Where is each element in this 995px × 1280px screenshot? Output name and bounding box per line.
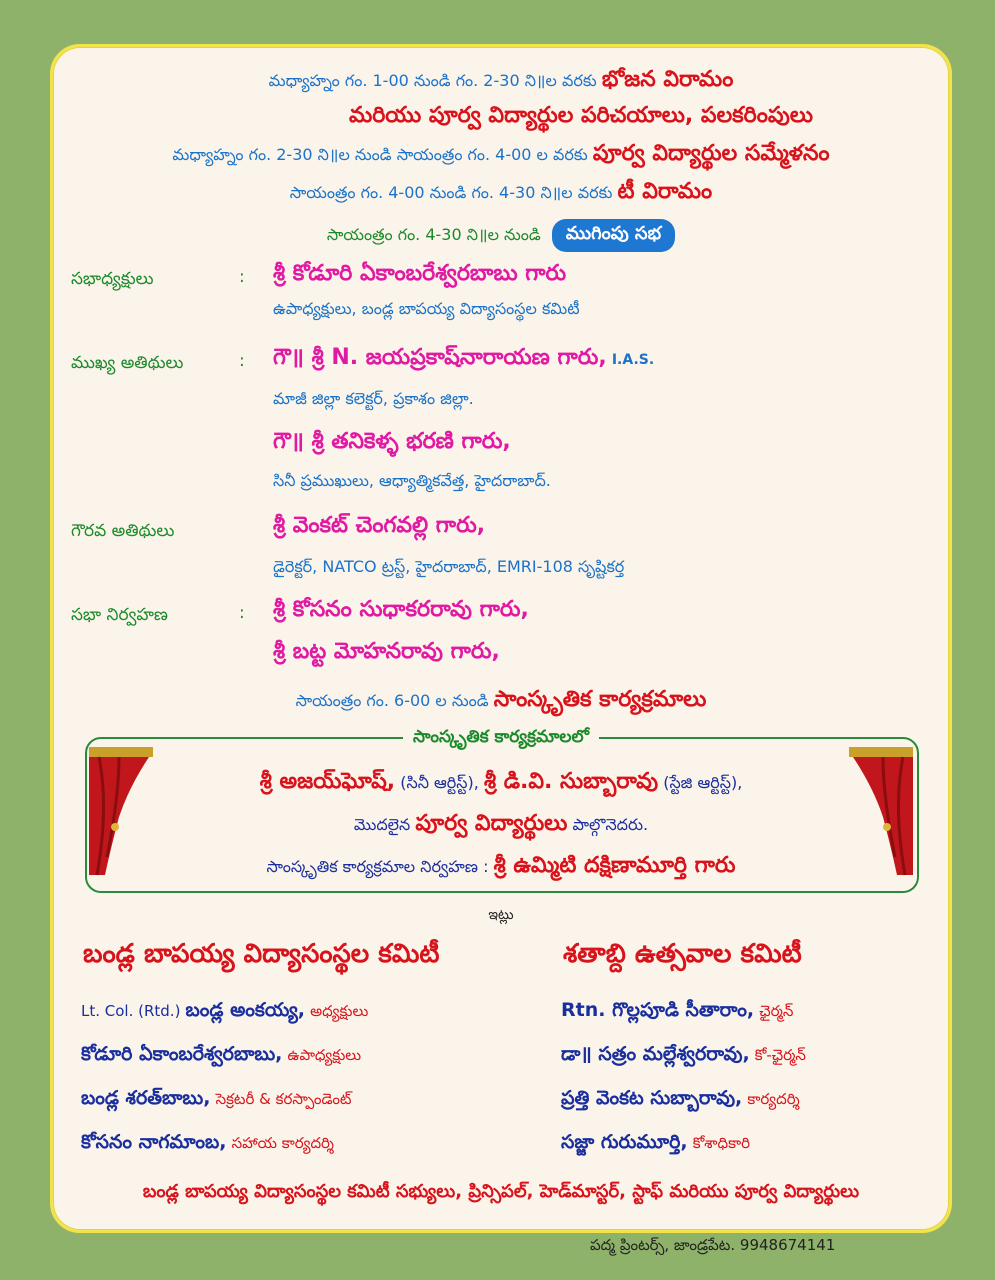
schedule-row-meet: మధ్యాహ్నం గం. 2-30 ని॥ల నుండి సాయంత్రం గం. 4-00 ల వరకు పూర్వ విద్యార్థుల సమ్మేళనం [172,141,830,166]
right-member: ప్రత్తి వెంకట సుబ్బారావు, కార్యదర్శి [561,1087,800,1109]
right-member: డా॥ సత్రం మల్లేశ్వరరావు, కో-ఛైర్మన్ [561,1043,806,1065]
honor-guests-label: గౌరవ అతిథులు [71,521,175,541]
closing-session-badge: ముగింపు సభ [552,219,675,252]
chief-guest-2-desc: సినీ ప్రముఖులు, ఆధ్యాత్మికవేత్త, హైదరాబాద్. [273,471,551,490]
host-1-name: శ్రీ కోసనం సుధాకరరావు గారు, [273,597,529,622]
chief-guest-2-name: గౌ॥ శ్రీ తనికెళ్ళ భరణి గారు, [273,429,511,454]
cultural-box-title: సాంస్కృతిక కార్యక్రమాలలో [53,727,949,751]
left-committee-title: బండ్ల బాపయ్య విద్యాసంస్థల కమిటీ [83,939,440,969]
cultural-line-2: మొదలైన పూర్వ విద్యార్థులు పాల్గొనెదరు. [353,811,649,836]
cultural-line-1: శ్రీ అజయ్‌ఘోష్, (సినీ ఆర్టిస్ట్), శ్రీ డి.వి. సుబ్బారావు (స్టేజి ఆర్టిస్ట్), [259,769,743,794]
schedule-row-closing: సాయంత్రం గం. 4-30 ని॥ల నుండి ముగింపు సభ [53,219,949,252]
honor-guest-desc: డైరెక్టర్, NATCO ట్రస్ట్, హైదరాబాద్, EMRI-108 సృష్టికర్త [273,557,625,576]
honor-guest-name: శ్రీ వెంకట్ చెంగవల్లి గారు, [273,513,486,538]
president-name: శ్రీ కోడూరి ఏకాంబరేశ్వరబాబు గారు [273,261,567,286]
schedule-row-tea: సాయంత్రం గం. 4-00 నుండి గం. 4-30 ని॥ల వరకు టీ విరామం [289,179,713,204]
printer-credit: పద్మ ప్రింటర్స్, జాండ్రపేట. 9948674141 [590,1236,836,1254]
cultural-line-3: సాంస్కృతిక కార్యక్రమాల నిర్వహణ : శ్రీ ఉమ్మిటి దక్షిణామూర్తి గారు [266,853,736,878]
left-member: Lt. Col. (Rtd.) బండ్ల అంకయ్య, అధ్యక్షులు [81,999,369,1021]
chief-guest-1-name: గౌ॥ శ్రీ N. జయప్రకాష్‌నారాయణ గారు, [273,345,607,370]
closing-line: బండ్ల బాపయ్య విద్యాసంస్థల కమిటీ సభ్యులు, ప్రిన్సిపల్, హెడ్‌మాస్టర్, స్టాఫ్ మరియు పూర్వ విద్యార్థులు [142,1181,860,1202]
president-desc: ఉపాధ్యక్షులు, బండ్ల బాపయ్య విద్యాసంస్థల కమిటీ [273,299,580,318]
left-member: కోసనం నాగమాంబ, సహాయ కార్యదర్శి [81,1131,334,1153]
right-member: సజ్జా గురుమూర్తి, కోశాధికారి [561,1131,751,1153]
chief-guests-label: ముఖ్య అతిథులు [71,353,184,373]
host-2-name: శ్రీ బట్ట మోహనరావు గారు, [273,639,500,664]
right-committee-title: శతాబ్ది ఉత్సవాల కమిటీ [563,939,802,969]
sign-off: ఇట్లు [488,907,514,923]
cultural-schedule: సాయంత్రం గం. 6-00 ల నుండి సాంస్కృతిక కార్యక్రమాలు [295,687,707,712]
invitation-card: మధ్యాహ్నం గం. 1-00 నుండి గం. 2-30 ని॥ల వరకు భోజన విరామం మరియు పూర్వ విద్యార్థుల పరిచయాలు, పలకరింపులు మధ్యాహ్నం గం. 2-30 ని॥ల నుండి సాయంత్రం గం. 4-00 ల వరకు పూర్వ విద్యార్థుల సమ్మేళనం సాయంత్రం గం. 4-00 నుండి గం. 4-30 ని॥ల వరకు టీ విరామం సాయంత్రం గం. 4-30 ని॥ల నుండి ముగింపు సభ సభాధ్యక్షులు : శ్రీ కోడూరి ఏకాంబరేశ్వరబాబు గారు ఉపాధ్యక్షులు, బండ్ల బాపయ్య విద్యాసంస్థల కమిటీ ముఖ్య అతిథులు : గౌ॥ శ్రీ N. జయప్రకాష్‌నారాయణ గారు, I.A.S. మాజీ జిల్లా కలెక్టర్, ప్రకాశం జిల్లా. గౌ॥ శ్రీ తనికెళ్ళ భరణి గారు, సినీ ప్రముఖులు, ఆధ్యాత్మికవేత్త, హైదరాబాద్. గౌరవ అతిథులు శ్రీ వెంకట్ చెంగవల్లి గారు, డైరెక్టర్, NATCO ట్రస్ట్, హైదరాబాద్, EMRI-108 సృష్టికర్త సభా నిర్వహణ : శ్రీ కోసనం సుధాకరరావు గారు, శ్రీ బట్ట మోహనరావు గారు, సాయంత్రం గం. 6-00 ల నుండి సాంస్కృతిక కార్యక్రమాలు సాంస్కృతిక కార్యక్రమాలలో శ్రీ అజయ్‌ఘోష్, (సినీ ఆర్టిస్ట్), శ్రీ డి.వి. సుబ్బారావు (స్టేజి ఆర్టిస్ట్), మొదలైన పూర్వ విద్యార్థులు పాల్గొనెదరు. సాంస్కృతిక కార్యక్రమాల నిర్వహణ : శ్రీ ఉమ్మిటి దక్షిణామూర్తి గారు ఇట్లు బండ్ల బాపయ్య విద్యాసంస్థల కమిటీ శతాబ్ది ఉత్సవాల కమిటీ Lt. Col. (Rtd.) బండ్ల అంకయ్య, అధ్యక్షులు కోడూరి ఏకాంబరేశ్వరబాబు, ఉపాధ్యక్షులు బండ్ల శరత్‌బాబు, సెక్రటరీ & కరస్పాండెంట్ కోసనం నాగమాంబ, సహాయ కార్యదర్శి Rtn. గొల్లపూడి సీతారాం, ఛైర్మన్ డా॥ సత్రం మల్లేశ్వరరావు, కో-ఛైర్మన్ ప్రత్తి వెంకట సుబ్బారావు, కార్యదర్శి సజ్జా గురుమూర్తి, కోశాధికారి బండ్ల బాపయ్య విద్యాసంస్థల కమిటీ సభ్యులు, ప్రిన్సిపల్, హెడ్‌మాస్టర్, స్టాఫ్ మరియు పూర్వ విద్యార్థులు [50,44,952,1233]
right-member: Rtn. గొల్లపూడి సీతారాం, ఛైర్మన్ [561,999,794,1021]
president-label: సభాధ్యక్షులు [71,269,154,289]
host-label: సభా నిర్వహణ [71,605,168,625]
left-member: బండ్ల శరత్‌బాబు, సెక్రటరీ & కరస్పాండెంట్ [81,1087,352,1109]
left-member: కోడూరి ఏకాంబరేశ్వరబాబు, ఉపాధ్యక్షులు [81,1043,362,1065]
schedule-row-intros: మరియు పూర్వ విద్యార్థుల పరిచయాలు, పలకరింపులు [348,103,814,128]
chief-guest-1-desc: మాజీ జిల్లా కలెక్టర్, ప్రకాశం జిల్లా. [273,389,474,408]
schedule-row-lunch: మధ్యాహ్నం గం. 1-00 నుండి గం. 2-30 ని॥ల వరకు భోజన విరామం [268,67,734,92]
